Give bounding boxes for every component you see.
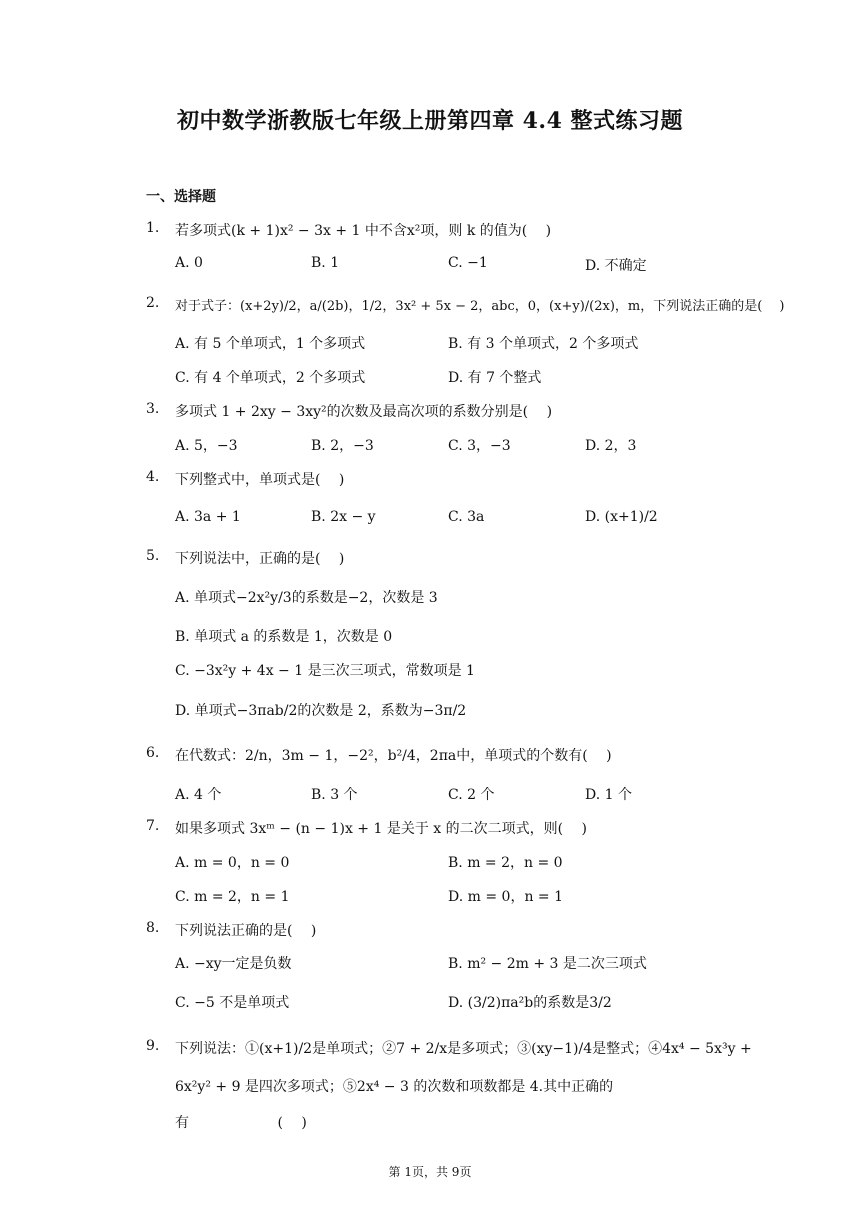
option-a: A. 单项式−2x²y/3的系数是−2，次数是 3 <box>175 590 438 606</box>
option-b: B. 1 <box>311 255 340 271</box>
option-a: A. 5，−3 <box>175 438 238 454</box>
option-c: C. −1 <box>448 255 488 271</box>
option-b: B. m² − 2m + 3 是二次三项式 <box>448 956 647 972</box>
question-text: 若多项式(k + 1)x² − 3x + 1 中不含x²项，则 k 的值为( ) <box>175 223 552 239</box>
question-number: 5. <box>146 548 160 564</box>
section-heading: 一、选择题 <box>146 189 216 205</box>
option-b: B. m = 2，n = 0 <box>448 855 563 871</box>
question-text-line-2: 6x²y² + 9 是四次多项式；⑤2x⁴ − 3 的次数和项数都是 4.其中正确的 <box>175 1079 614 1095</box>
option-d: D. 有 7 个整式 <box>448 370 542 386</box>
question-number: 2. <box>146 295 160 311</box>
option-b: B. 有 3 个单项式，2 个多项式 <box>448 336 639 352</box>
option-c: C. 3a <box>448 509 485 525</box>
question-number: 4. <box>146 469 160 485</box>
option-d: D. 单项式−3πab/2的次数是 2，系数为−3π/2 <box>175 703 467 719</box>
option-b: B. 3 个 <box>311 787 358 803</box>
option-d: D. (3/2)πa²b的系数是3/2 <box>448 995 612 1011</box>
option-a: A. m = 0，n = 0 <box>175 855 290 871</box>
option-d: D. 2，3 <box>585 438 637 454</box>
question-text-line-3: 有 ( ) <box>175 1115 307 1131</box>
option-b: B. 单项式 a 的系数是 1，次数是 0 <box>175 629 393 645</box>
option-a: A. 有 5 个单项式，1 个多项式 <box>175 336 366 352</box>
question-text: 多项式 1 + 2xy − 3xy²的次数及最高次项的系数分别是( ) <box>175 404 553 420</box>
option-d: D. (x+1)/2 <box>585 509 658 525</box>
page-title: 初中数学浙教版七年级上册第四章 4.4 整式练习题 <box>176 108 684 134</box>
question-number: 3. <box>146 401 160 417</box>
option-b: B. 2x − y <box>311 509 376 525</box>
option-a: A. −xy一定是负数 <box>175 956 292 972</box>
option-a: A. 0 <box>175 255 203 271</box>
question-text: 如果多项式 3xᵐ − (n − 1)x + 1 是关于 x 的二次二项式，则( ) <box>175 821 588 837</box>
option-c: C. m = 2，n = 1 <box>175 889 290 905</box>
option-d: D. m = 0，n = 1 <box>448 889 563 905</box>
question-text: 下列整式中，单项式是( ) <box>175 472 345 488</box>
option-c: C. 2 个 <box>448 787 495 803</box>
question-text: 对于式子：(x+2y)/2，a/(2b)，1/2，3x² + 5x − 2，abc，0，(x+y)/(2x)，m，下列说法正确的是( ) <box>175 299 785 314</box>
question-text: 在代数式：2/n，3m − 1，−2²，b²/4，2πa中，单项式的个数有( ) <box>175 748 612 764</box>
option-c: C. 有 4 个单项式，2 个多项式 <box>175 370 366 386</box>
question-number: 8. <box>146 920 160 936</box>
question-text: 下列说法中，正确的是( ) <box>175 551 345 567</box>
option-d: D. 1 个 <box>585 787 632 803</box>
question-text-line-1: 下列说法：①(x+1)/2是单项式；②7 + 2/x是多项式；③(xy−1)/4是整式；④4x⁴ − 5x³y + <box>175 1041 752 1057</box>
question-text: 下列说法正确的是( ) <box>175 923 317 939</box>
option-a: A. 4 个 <box>175 787 222 803</box>
page-footer: 第 1页，共 9页 <box>388 1165 472 1179</box>
option-d: D. 不确定 <box>585 258 647 274</box>
option-c: C. −5 不是单项式 <box>175 995 290 1011</box>
question-number: 9. <box>146 1038 160 1054</box>
option-b: B. 2，−3 <box>311 438 374 454</box>
question-number: 1. <box>146 220 160 236</box>
option-c: C. 3，−3 <box>448 438 511 454</box>
option-a: A. 3a + 1 <box>175 509 241 525</box>
option-c: C. −3x²y + 4x − 1 是三次三项式，常数项是 1 <box>175 663 475 679</box>
question-number: 7. <box>146 818 160 834</box>
question-number: 6. <box>146 745 160 761</box>
